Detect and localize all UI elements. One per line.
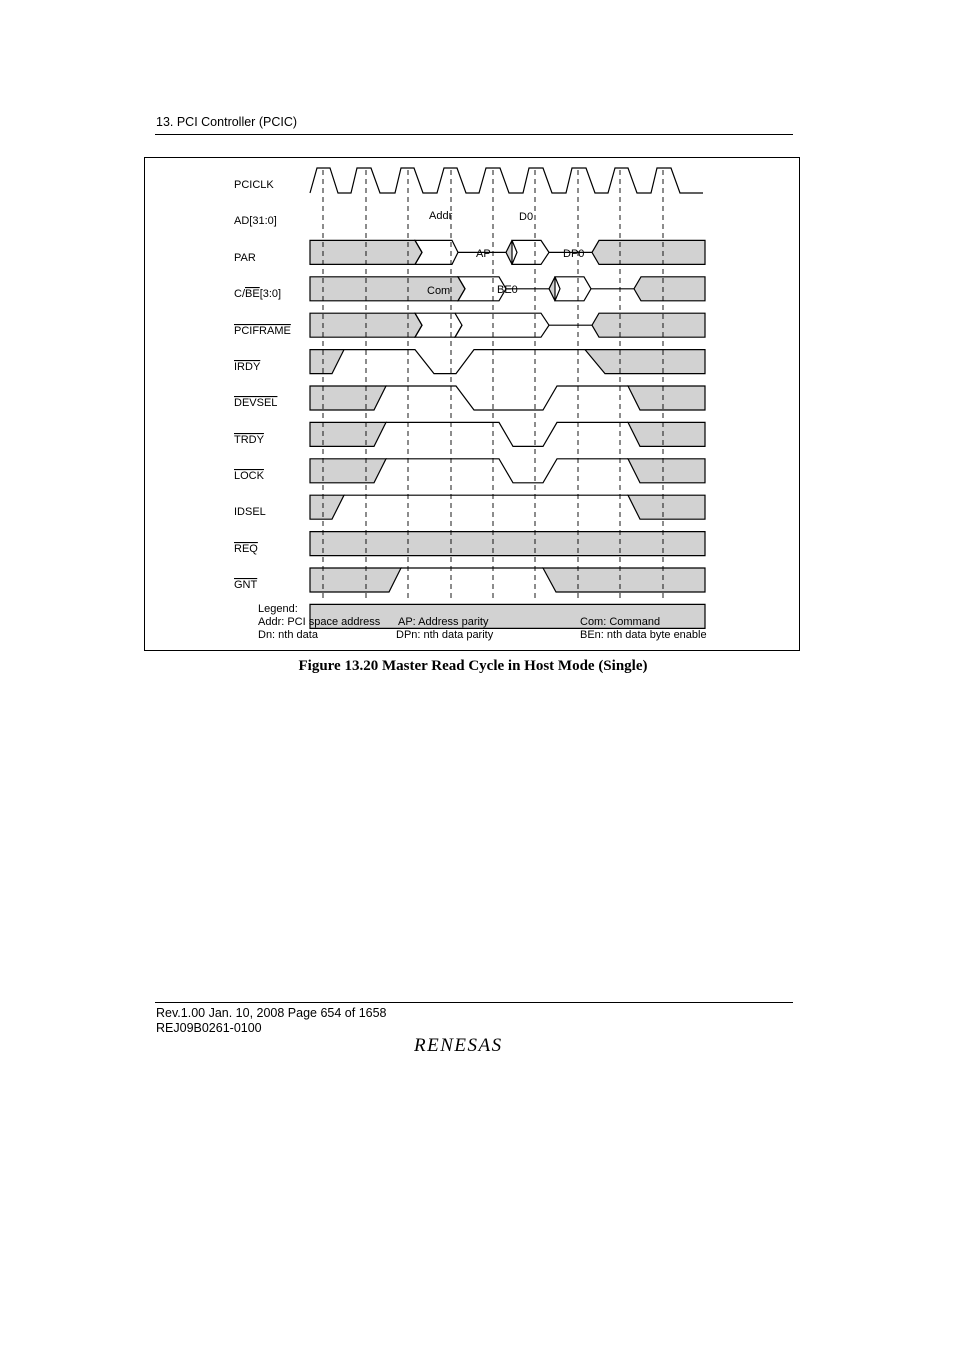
timing-diagram	[145, 158, 801, 652]
par-dp0-label: DP0	[563, 248, 585, 260]
ad-d0-segment	[512, 240, 549, 264]
timing-diagram-figure	[144, 157, 800, 651]
signal-label: GNT	[234, 579, 258, 591]
signal-label: C/BE[3:0]	[234, 288, 282, 300]
req-invalid-start	[310, 568, 401, 592]
par-dp0-segment	[555, 277, 591, 301]
cbe-be0-label: BE0	[497, 284, 518, 296]
footer-revision: Rev.1.00 Jan. 10, 2008 Page 654 of 1658	[156, 1006, 387, 1020]
irdy-invalid-end	[628, 386, 705, 410]
cbe-com-segment	[415, 313, 462, 337]
idsel-invalid	[310, 532, 705, 556]
footer-divider	[155, 1002, 793, 1003]
signal-label: TRDY	[234, 434, 264, 446]
devsel-invalid-end	[628, 422, 705, 446]
legend-ap: AP: Address parity	[398, 616, 489, 628]
trdy-invalid-start	[310, 459, 386, 483]
signal-label: PAR	[234, 252, 256, 264]
par-invalid-wedge	[549, 277, 555, 301]
cbe-com-label: Com	[427, 285, 451, 297]
pciclk-wave	[310, 168, 703, 193]
ad-addr-label: Addr	[429, 210, 453, 222]
devsel-wave	[386, 422, 628, 446]
signal-label: AD[31:0]	[234, 215, 277, 227]
figure-caption: Figure 13.20 Master Read Cycle in Host Mode (Single)	[298, 658, 648, 674]
req-invalid-end	[543, 568, 705, 592]
signal-label: PCICLK	[234, 179, 274, 191]
legend-dn: Dn: nth data	[258, 629, 318, 641]
par-invalid-end	[634, 277, 705, 301]
par-ap-label: AP	[476, 248, 491, 260]
legend-ben: BEn: nth data byte enable	[580, 629, 707, 641]
signal-label: PCIFRAME	[234, 325, 291, 337]
signal-label: IDSEL	[234, 506, 266, 518]
devsel-invalid-start	[310, 422, 386, 446]
irdy-invalid-start	[310, 386, 386, 410]
ad-addr-segment	[415, 240, 458, 264]
legend-title: Legend:	[258, 603, 298, 615]
trdy-invalid-end	[628, 459, 705, 483]
trdy-wave	[386, 459, 628, 483]
legend-addr: Addr: PCI space address	[258, 616, 381, 628]
renesas-logo	[414, 1034, 534, 1061]
pciframe-invalid-start	[310, 350, 344, 374]
footer-doc-number: REJ09B0261-0100	[156, 1021, 262, 1035]
pciframe-invalid-end	[585, 350, 705, 374]
legend-com: Com: Command	[580, 616, 661, 628]
signal-label: DEVSEL	[234, 397, 278, 409]
legend-dpn: DPn: nth data parity	[396, 629, 494, 641]
signal-label: IRDY	[234, 361, 261, 373]
lock-invalid-start	[310, 495, 344, 519]
header-divider	[155, 134, 793, 135]
page-header-section: 13. PCI Controller (PCIC)	[156, 115, 298, 129]
svg-text:RENESAS: RENESAS	[414, 1035, 503, 1056]
irdy-wave	[386, 386, 628, 410]
signal-label: LOCK	[234, 470, 264, 482]
pciframe-wave	[344, 350, 585, 374]
ad-invalid-wedge	[506, 240, 512, 264]
lock-invalid-end	[628, 495, 705, 519]
signal-label: REQ	[234, 543, 258, 555]
ad-invalid-end	[592, 240, 705, 264]
cbe-invalid-end	[592, 313, 705, 337]
ad-d0-label: D0	[519, 211, 534, 223]
